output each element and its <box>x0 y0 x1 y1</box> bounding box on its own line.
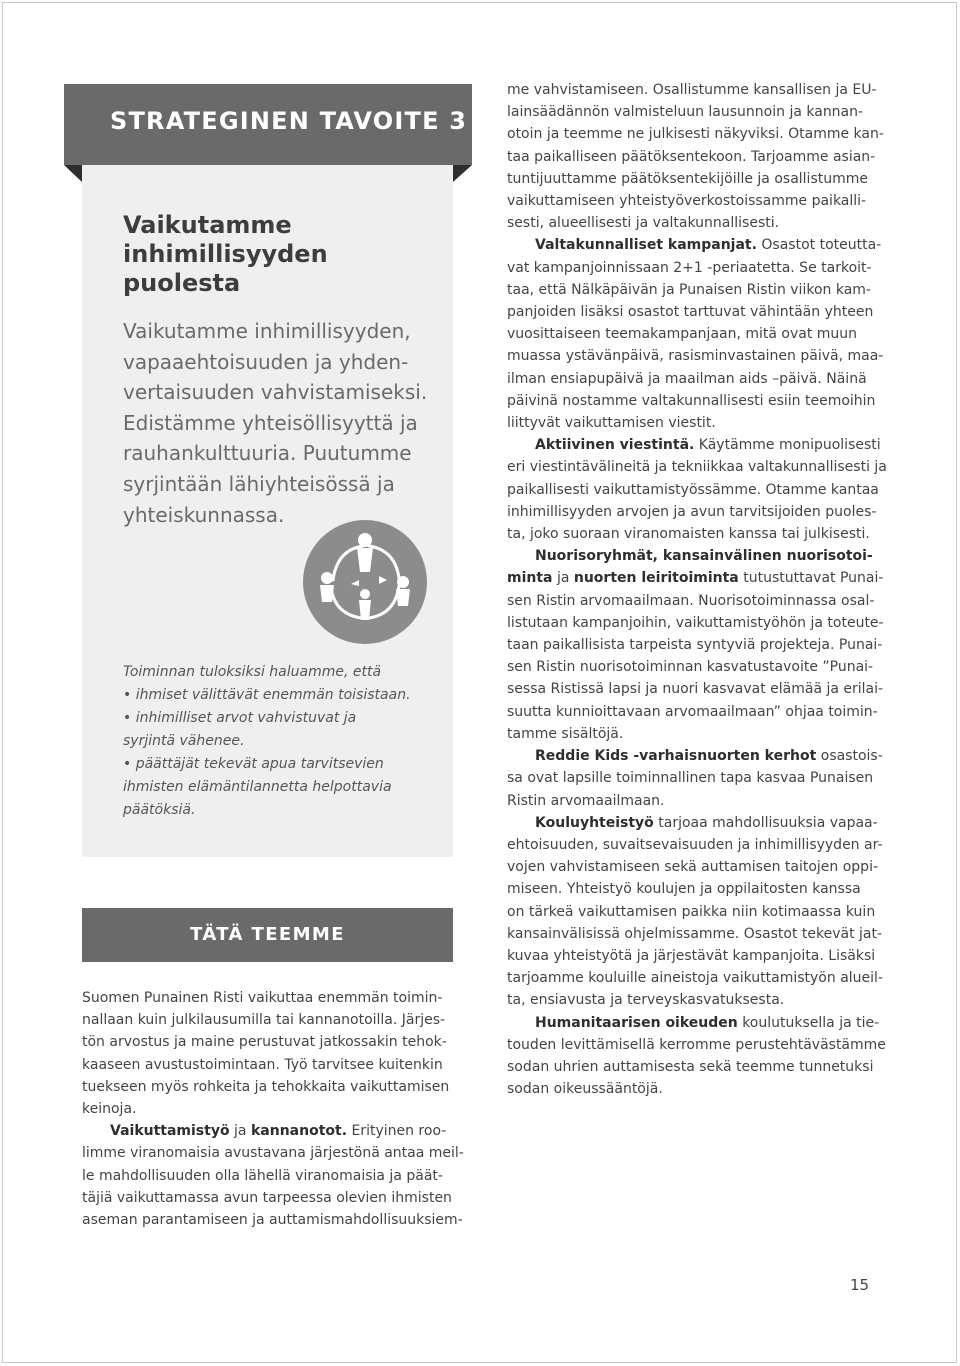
right-body-text <box>507 79 887 1100</box>
bold-term: Humanitaarisen oikeuden <box>535 1014 738 1031</box>
goal-intro <box>123 316 443 530</box>
body-line: otoin ja teemme ne julkisesti näkyviksi. Otamme kan- <box>507 126 884 143</box>
bold-term: Valtakunnalliset kampanjat. <box>535 237 757 254</box>
body-line: vat kampanjoinnissaan 2+1 -periaatetta. Se tarkoit- <box>507 259 872 276</box>
goal-heading-line: puolesta <box>123 269 241 297</box>
goal-intro-line: vertaisuuden vahvistamiseksi. <box>123 380 428 405</box>
body-line: sen Ristin arvomaailmaan. Nuorisotoiminnassa osal- <box>507 592 875 609</box>
body-line <box>507 1012 887 1034</box>
body-line: sesti, alueellisesti ja valtakunnallisesti. <box>507 215 780 232</box>
body-line <box>507 745 887 767</box>
body-line: keinoja. <box>82 1101 137 1118</box>
body-line: on tärkeä vaikuttamisen paikka niin kotimaassa kuin <box>507 903 876 920</box>
bold-term: Kouluyhteistyö <box>535 814 654 831</box>
ribbon-fold-left <box>64 165 82 182</box>
goal-intro-line: yhteiskunnassa. <box>123 502 285 527</box>
body-line: le mahdollisuuden olla lähellä viranomaisia ja päät- <box>82 1167 443 1184</box>
body-line: vuosittaiseen teemakampanjaan, mitä ovat muun <box>507 326 858 343</box>
people-circle-icon <box>303 520 427 644</box>
body-line: listutaan kampanjoihin, vaikuttamistyöhön ja toteute- <box>507 614 884 631</box>
body-line: ehtoisuuden, suvaitsevaisuuden ja inhimillisyyden ar- <box>507 836 883 853</box>
body-fragment: Erityinen roo- <box>347 1123 447 1140</box>
body-line: me vahvistamiseen. Osallistumme kansallisen ja EU- <box>507 82 877 98</box>
goal-intro-line: Edistämme yhteisöllisyyttä ja <box>123 410 418 435</box>
results-item: ihmisten elämäntilannetta helpottavia <box>123 779 392 795</box>
body-fragment: Osastot toteutta- <box>756 237 882 254</box>
bold-term: Aktiivinen viestintä. <box>535 437 695 454</box>
goal-heading-line: inhimillisyyden <box>123 240 328 268</box>
body-line: kaaseen avustustoimintaan. Työ tarvitsee kuitenkin <box>82 1056 443 1073</box>
body-line: sen Ristin nuorisotoiminnan kasvatustavoite ”Punai- <box>507 659 874 676</box>
left-body-text <box>82 987 464 1231</box>
body-line <box>82 1120 464 1142</box>
ribbon-fold-right <box>453 165 472 182</box>
strategy-label: STRATEGINEN TAVOITE 3 <box>110 107 468 135</box>
body-line: tön arvostus ja maine perustuvat jatkossakin tehok- <box>82 1034 447 1051</box>
body-line <box>507 812 887 834</box>
body-line: sessa Ristissä lapsi ja nuori kasvavat elämää ja erilai- <box>507 681 884 698</box>
bold-term: Reddie Kids -varhaisnuorten kerhot <box>535 748 817 765</box>
body-fragment: ja <box>229 1123 251 1140</box>
body-line: taa, että Nälkäpäivän ja Punaisen Ristin viikon kam- <box>507 281 871 298</box>
body-line: Suomen Punainen Risti vaikuttaa enemmän toimin- <box>82 990 443 1006</box>
body-line <box>507 545 887 567</box>
results-item: • päättäjät tekevät apua tarvitsevien <box>123 756 384 772</box>
body-line: aseman parantamiseen ja auttamismahdollisuuksiem- <box>82 1212 463 1229</box>
bold-term: kannanotot. <box>250 1123 348 1140</box>
body-line: sodan oikeussääntöjä. <box>507 1081 663 1098</box>
goal-intro-line: Vaikutamme inhimillisyyden, <box>123 319 411 343</box>
body-line: tuekseen myös rohkeita ja tehokkaita vaikuttamisen <box>82 1078 450 1095</box>
body-line: Ristin arvomaailmaan. <box>507 792 665 809</box>
body-line <box>507 234 887 256</box>
goal-intro-line: vapaaehtoisuuden ja yhden- <box>123 349 409 374</box>
body-line: inhimillisyyden arvojen ja avun tarvitsijoiden puoles- <box>507 503 877 520</box>
body-line: ta, joko suoraan viranomaisten kanssa tai julkisesti. <box>507 526 870 543</box>
body-line: touden levittämisellä kerromme perustehtävästämme <box>507 1036 886 1053</box>
body-line: sodan uhrien auttamisesta sekä teemme tunnetuksi <box>507 1058 874 1075</box>
body-line: täjiä vaikuttamassa avun tarpeessa olevien ihmisten <box>82 1189 452 1206</box>
goal-heading <box>123 211 443 298</box>
body-line <box>507 434 887 456</box>
results-item: päätöksiä. <box>123 802 196 818</box>
body-line: nallaan kuin julkilausumilla tai kannanotoilla. Järjes- <box>82 1012 446 1029</box>
page-number: 15 <box>850 1276 870 1294</box>
body-line: kuvaa yhteistyötä ja järjestävät kampanjoita. Lisäksi <box>507 947 876 964</box>
body-line: miseen. Yhteistyö koulujen ja oppilaitosten kanssa <box>507 881 861 898</box>
body-line: kansainvälisissä ohjelmissamme. Osastot tekevät jat- <box>507 925 883 942</box>
body-line: vojen vahvistamiseen sekä auttamisen taitojen oppi- <box>507 859 879 876</box>
body-line: panjoiden lisäksi osastot tarttuvat vähintään yhteen <box>507 304 874 321</box>
body-fragment: koulutuksella ja tie- <box>737 1014 880 1031</box>
bold-term: nuorten leiritoiminta <box>573 570 739 587</box>
bold-term: minta <box>507 570 553 587</box>
body-line <box>507 567 887 589</box>
body-fragment: ja <box>552 570 574 587</box>
body-line: liittyvät vaikuttamisen viestit. <box>507 415 716 432</box>
body-line: tuntijuuttamme päätöksentekijöille ja osallistumme <box>507 170 868 187</box>
results-item: syrjintä vähenee. <box>123 733 245 749</box>
body-line: limme viranomaisia avustavana järjestönä antaa meil- <box>82 1145 464 1162</box>
body-line: muassa ystävänpäivä, rasisminvastainen päivä, maa- <box>507 348 884 365</box>
body-line: paikallisesti vaikuttamistyössämme. Otamme kantaa <box>507 481 879 498</box>
body-line: lainsäädännön valmisteluun lausunnoin ja kannan- <box>507 104 864 121</box>
body-fragment: tarjoaa mahdollisuuksia vapaa- <box>653 814 878 831</box>
bold-term: Nuorisoryhmät, kansainvälinen nuorisotoi- <box>535 548 873 565</box>
body-line: taan paikallisista tarpeista syntyviä projekteja. Punai- <box>507 637 883 654</box>
results-list <box>123 661 443 822</box>
body-line: sa ovat lapsille toiminnallinen tapa kasvaa Punaisen <box>507 770 874 787</box>
goal-intro-line: rauhankulttuuria. Puutumme <box>123 441 412 466</box>
body-line: ta, ensiavusta ja terveyskasvatuksesta. <box>507 992 785 1009</box>
body-line: ilman ensiapupäivä ja maailman aids –päivä. Näinä <box>507 370 867 387</box>
results-intro: Toiminnan tuloksiksi haluamme, että <box>123 664 382 680</box>
body-line: eri viestintävälineitä ja tekniikkaa valtakunnallisesti ja <box>507 459 887 476</box>
results-item: • ihmiset välittävät enemmän toisistaan. <box>123 687 411 703</box>
goal-heading-line: Vaikutamme <box>123 211 292 239</box>
body-fragment: Käytämme monipuolisesti <box>694 437 881 454</box>
body-fragment: tutustuttavat Punai- <box>738 570 884 587</box>
goal-intro-line: syrjintään lähiyhteisössä ja <box>123 471 395 496</box>
body-line: vaikuttamiseen yhteistyöverkostoissamme paikalli- <box>507 193 867 210</box>
section-title: TÄTÄ TEEMME <box>190 924 345 945</box>
body-line: päivinä nostamme valtakunnallisesti esiin teemoihin <box>507 392 876 409</box>
body-line: suutta kunnioittavaan arvomaailmaan” ohjaa toimin- <box>507 703 878 720</box>
body-fragment: osastois- <box>816 748 883 765</box>
body-line: tarjoamme kouluille aineistoja vaikuttamistyön alueil- <box>507 970 883 987</box>
body-line: taa paikalliseen päätöksentekoon. Tarjoamme asian- <box>507 148 876 165</box>
results-item: • inhimilliset arvot vahvistuvat ja <box>123 710 357 726</box>
body-line: tamme sisältöjä. <box>507 725 624 742</box>
bold-term: Vaikuttamistyö <box>110 1123 230 1140</box>
